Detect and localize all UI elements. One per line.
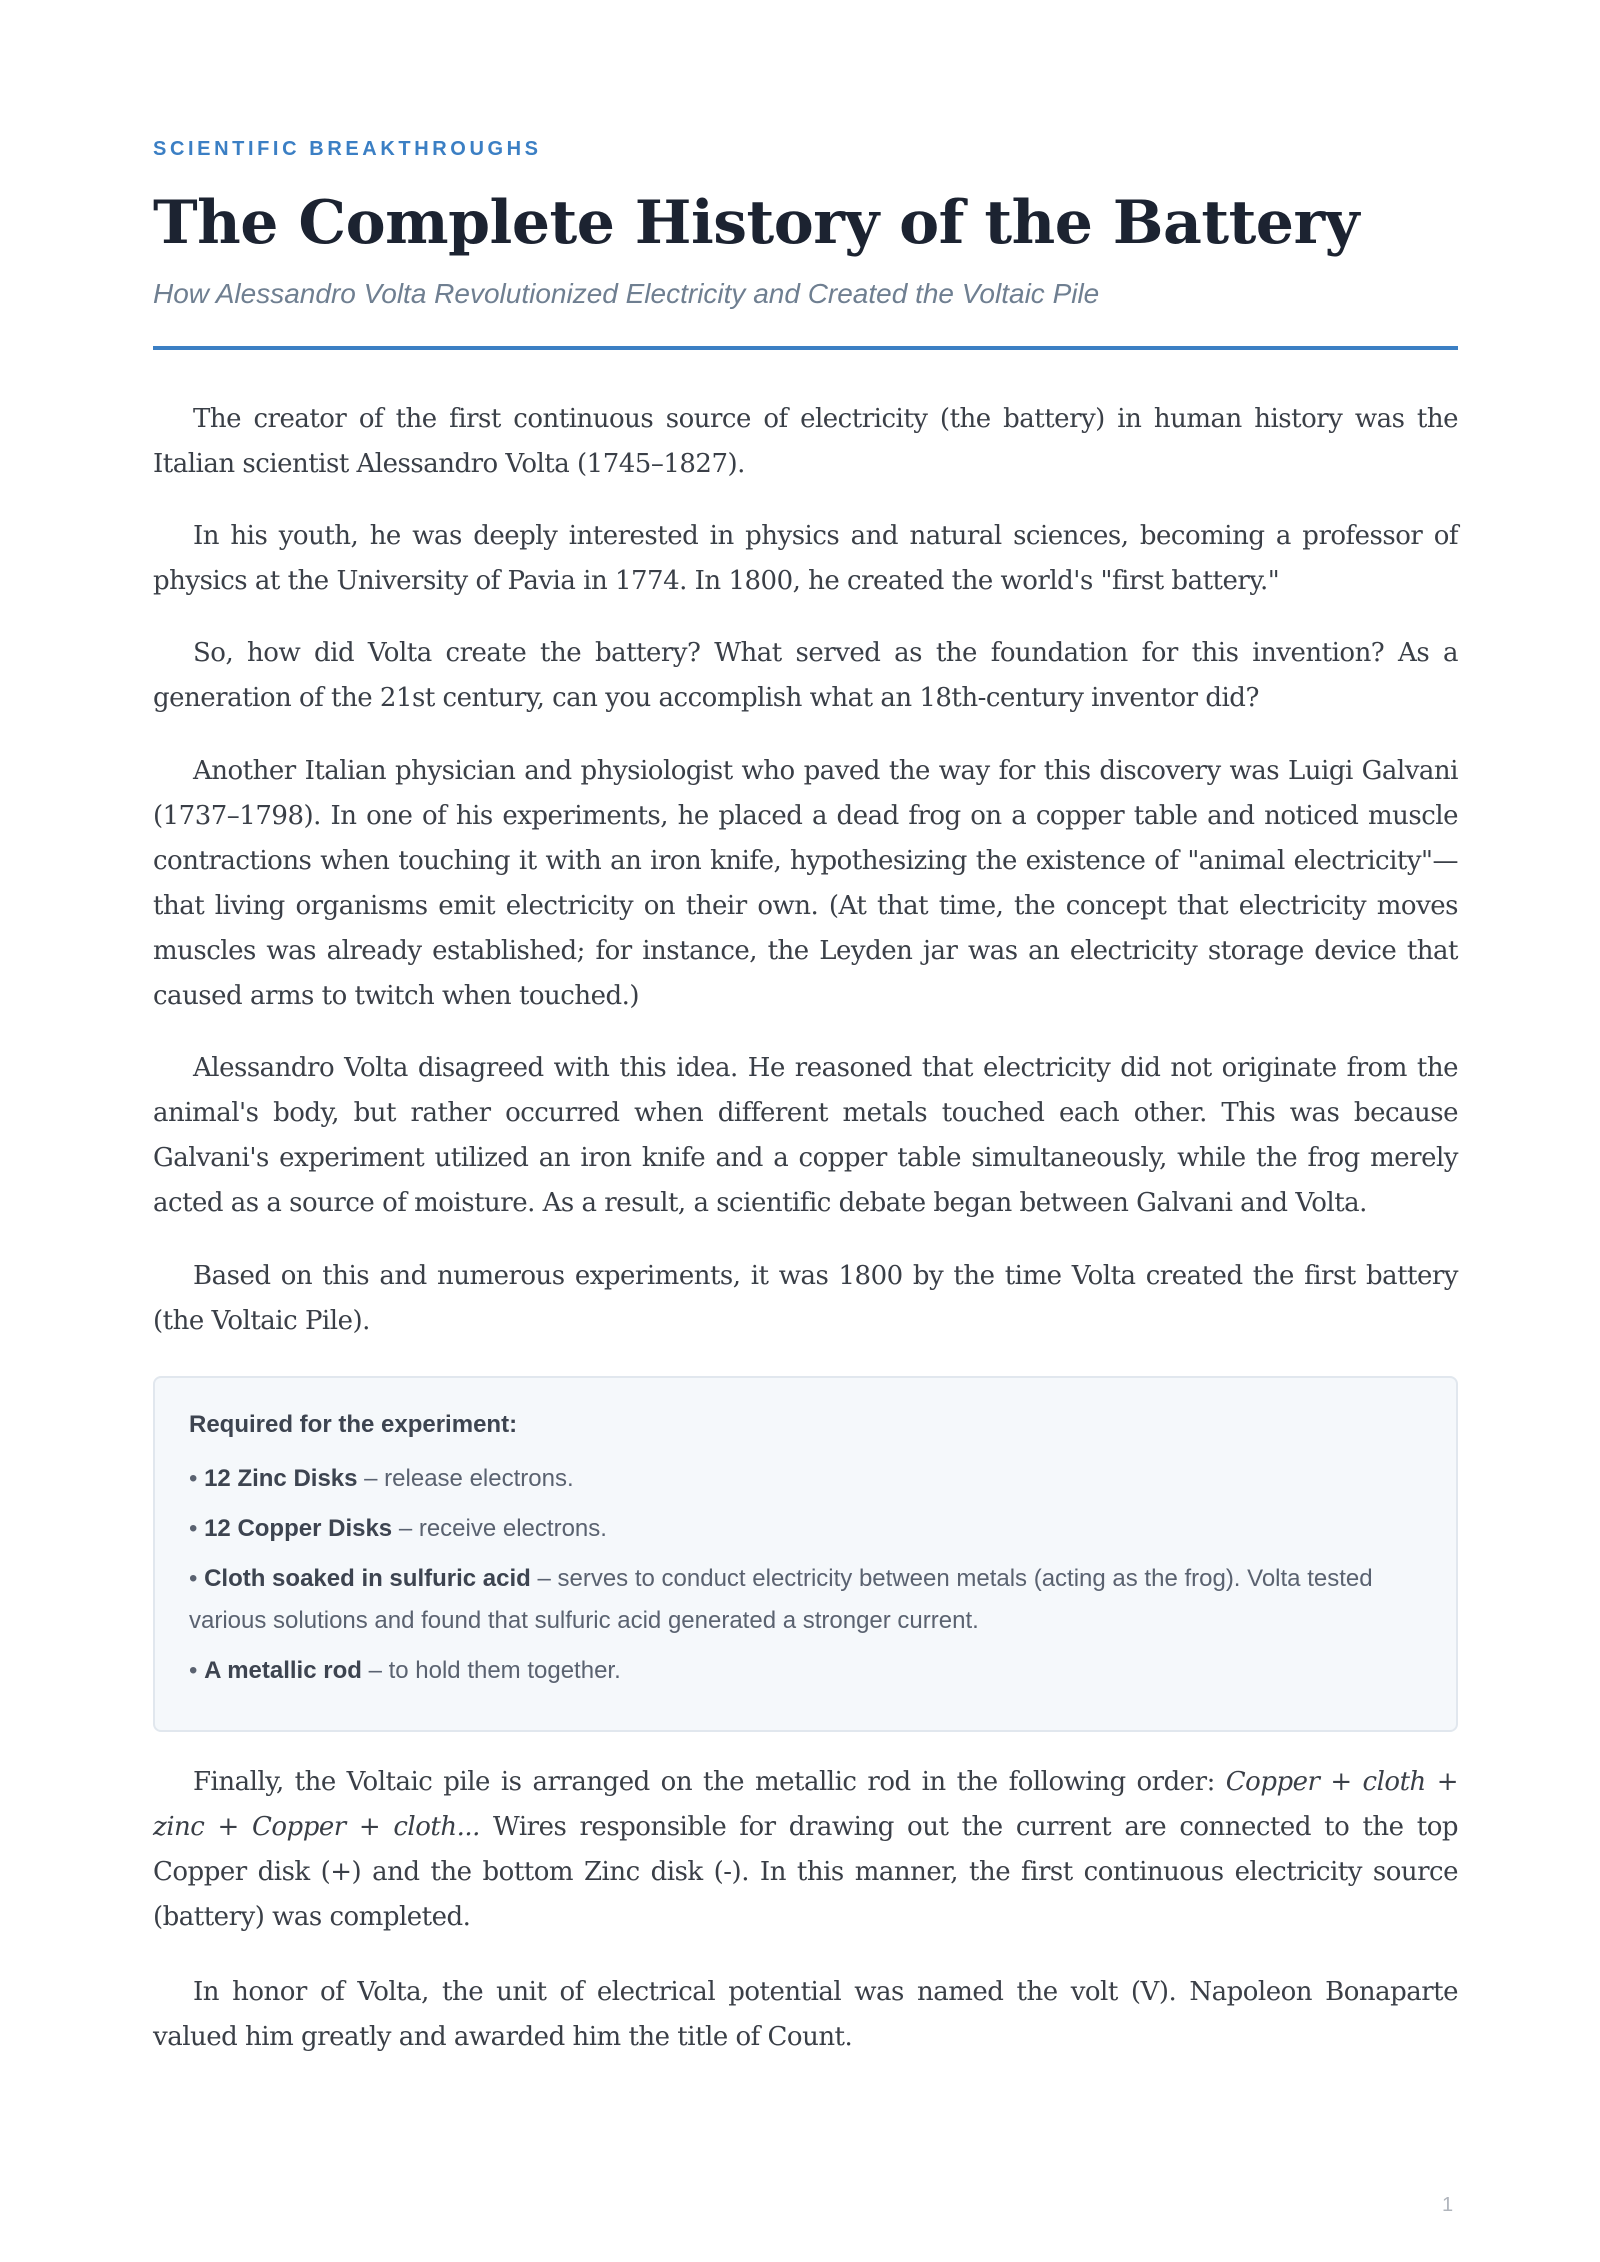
requirement-item: • A metallic rod – to hold them together. xyxy=(189,1657,621,1684)
requirements-box xyxy=(153,1376,1458,1732)
paragraph-intro: The creator of the first continuous source of electricity (the battery) in human history was the Italian scientist Alessandro Volta (1745–1827). xyxy=(153,404,1458,479)
paragraph-arrangement xyxy=(153,1760,1458,1940)
requirement-desc: – receive electrons. xyxy=(392,1515,607,1542)
page-title: The Complete History of the Battery xyxy=(153,188,1359,258)
requirement-item: • 12 Zinc Disks – release electrons. xyxy=(189,1465,574,1492)
requirement-name: 12 Zinc Disks xyxy=(204,1465,358,1492)
requirement-desc: – to hold them together. xyxy=(361,1657,621,1684)
arrangement-lead: Finally, the Voltaic pile is arranged on the metallic rod in the following order: xyxy=(193,1767,1226,1797)
requirement-desc: – serves to conduct electricity between metals (acting as the frog). Volta tested various solutions and found that sulfuric acid generated a stronger current. xyxy=(189,1565,1373,1634)
arrangement-order: Copper + cloth + zinc + Copper + cloth... xyxy=(153,1767,1458,1842)
requirement-name: Cloth soaked in sulfuric acid xyxy=(204,1565,531,1592)
paragraph-voltaic-pile: Based on this and numerous experiments, it was 1800 by the time Volta created the first battery (the Voltaic Pile). xyxy=(153,1261,1458,1336)
requirement-item: • 12 Copper Disks – receive electrons. xyxy=(189,1515,607,1542)
requirement-name: A metallic rod xyxy=(204,1657,362,1684)
requirements-title: Required for the experiment: xyxy=(189,1411,518,1438)
page-subtitle: How Alessandro Volta Revolutionized Electricity and Created the Voltaic Pile xyxy=(153,278,1100,309)
paragraph-galvani: Another Italian physician and physiologist who paved the way for this discovery was Luigi Galvani (1737–1798). In one of his experiments, he placed a dead frog on a copper table and noticed muscle contractions when touching it with an iron knife, hypothesizing the existence of "animal electricity"—that living organisms emit electricity on their own. (At that time, the concept that electricity moves muscles was already established; for instance, the Leyden jar was an electricity storage device that caused arms to twitch when touched.) xyxy=(153,756,1458,1011)
paragraph-questions: So, how did Volta create the battery? What served as the foundation for this invention? As a generation of the 21st century, can you accomplish what an 18th-century inventor did? xyxy=(153,638,1458,713)
paragraph-volta-disagreement: Alessandro Volta disagreed with this idea. He reasoned that electricity did not originate from the animal's body, but rather occurred when different metals touched each other. This was because Galvani's experiment utilized an iron knife and a copper table simultaneously, while the frog merely acted as a source of moisture. As a result, a scientific debate began between Galvani and Volta. xyxy=(153,1053,1458,1218)
section-kicker: SCIENTIFIC BREAKTHROUGHS xyxy=(153,138,542,160)
requirement-desc: – release electrons. xyxy=(357,1465,574,1492)
arrangement-rest: Wires responsible for drawing out the current are connected to the top Copper disk (+) and the bottom Zinc disk (-). In this manner, the first continuous electricity source (battery) was completed. xyxy=(153,1812,1458,1932)
page-number: 1 xyxy=(1442,2194,1454,2216)
requirement-item: • Cloth soaked in sulfuric acid – serves to conduct electricity between metals (acting as the frog). Volta tested various solutions and found that sulfuric acid generated a stronger current. xyxy=(189,1565,1373,1634)
paragraph-honor: In honor of Volta, the unit of electrical potential was named the volt (V). Napoleon Bonaparte valued him greatly and awarded him the title of Count. xyxy=(153,1977,1458,2052)
title-divider xyxy=(153,346,1458,350)
requirement-name: 12 Copper Disks xyxy=(204,1515,393,1542)
paragraph-youth: In his youth, he was deeply interested in physics and natural sciences, becoming a professor of physics at the University of Pavia in 1774. In 1800, he created the world's "first battery." xyxy=(153,521,1458,596)
